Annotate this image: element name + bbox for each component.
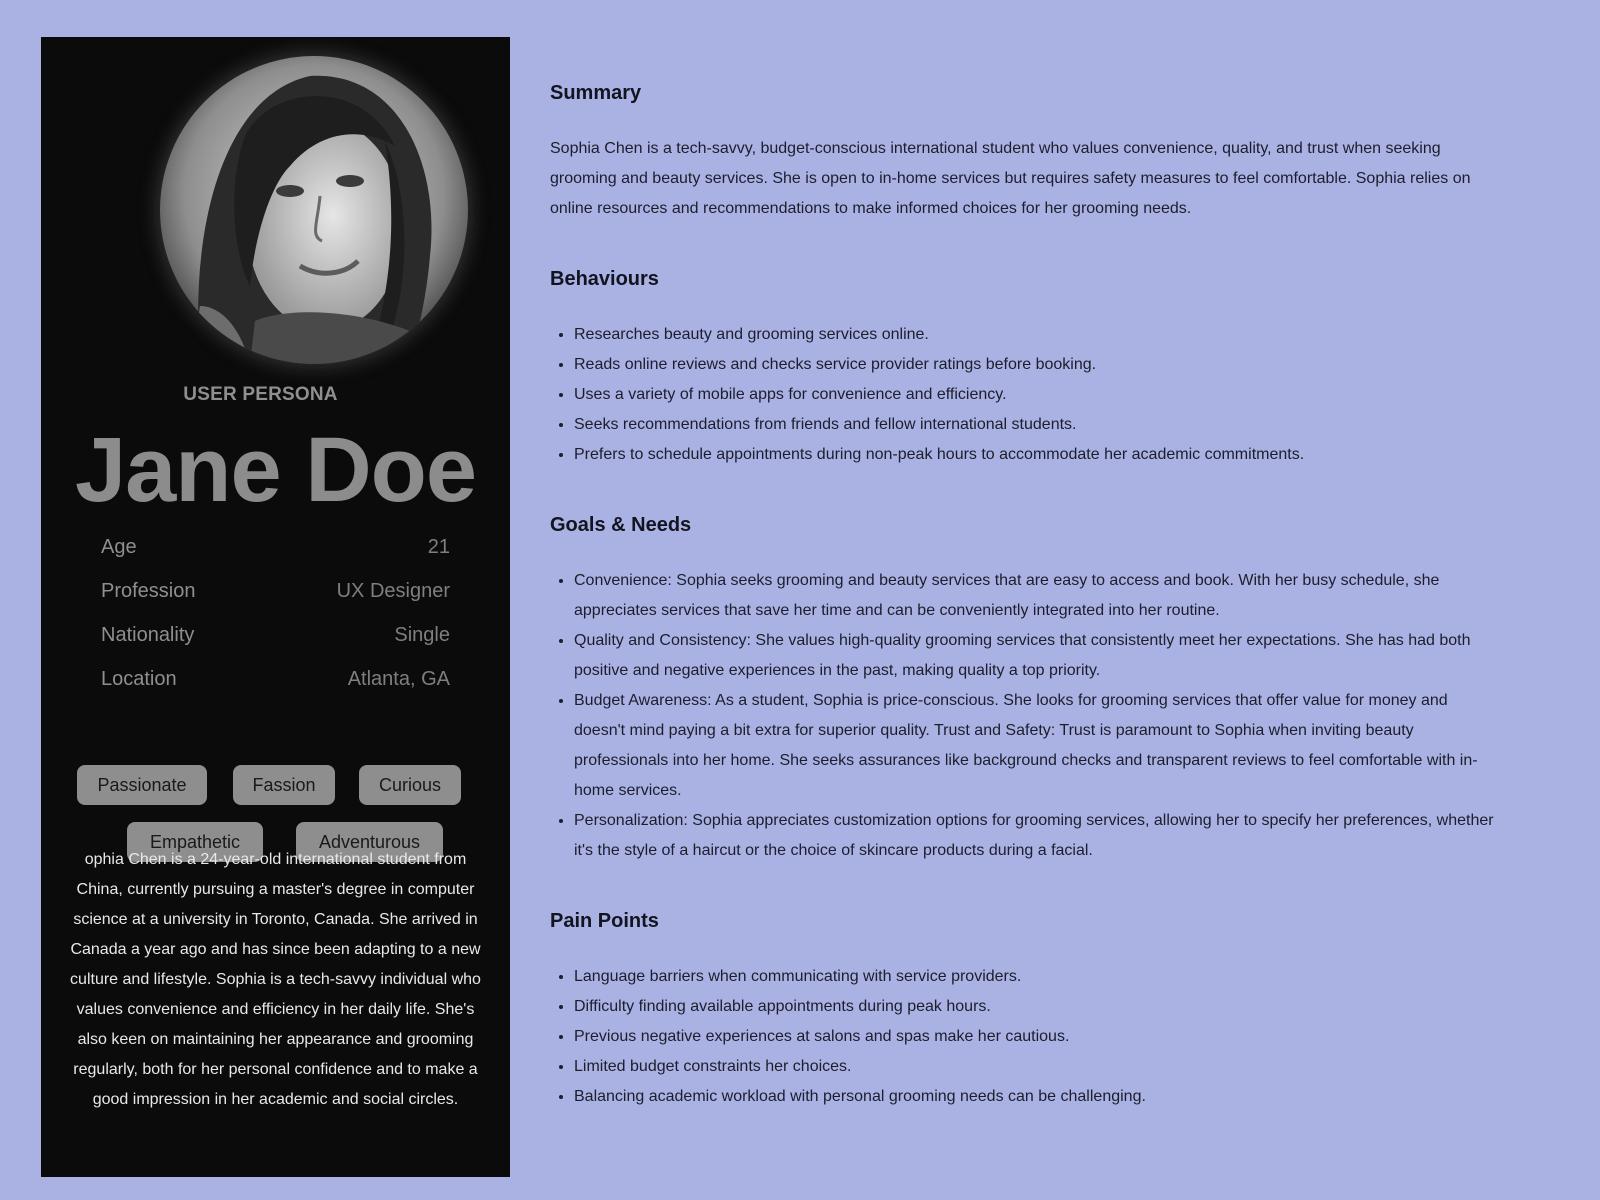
list-item: • Balancing academic workload with personal grooming needs can be challenging. (574, 1082, 1500, 1112)
portrait-photo (160, 56, 468, 364)
fact-row-location (101, 657, 450, 701)
fact-label: Age (101, 535, 137, 558)
list-item: • Convenience: Sophia seeks grooming and beauty services that are easy to access and book. With her busy schedule, she appreciates services that save her time and can be conveniently integrated into her routine. (574, 566, 1500, 626)
pain-points-title: Pain Points (550, 910, 659, 932)
trait-tag: Empathetic (127, 822, 263, 862)
goals-list (550, 566, 1500, 866)
persona-facts (101, 525, 450, 701)
list-item: • Reads online reviews and checks service provider ratings before booking. (574, 350, 1500, 380)
list-item: • Uses a variety of mobile apps for convenience and efficiency. (574, 380, 1500, 410)
trait-tag: Passionate (77, 765, 207, 805)
persona-card (41, 37, 510, 1177)
list-item: • Budget Awareness: As a student, Sophia is price-conscious. She looks for grooming services that offer value for money and doesn't mind paying a bit extra for superior quality. Trust and Safety: Trust is paramount to Sophia when inviting beauty professionals into her home. She seeks assurances like background checks and transparent reviews to feel comfortable with in-home services. (574, 686, 1500, 806)
fact-row-age (101, 525, 450, 569)
behaviours-list (550, 320, 1500, 470)
fact-value: UX Designer (336, 579, 450, 602)
summary-title: Summary (550, 82, 642, 104)
list-item: • Previous negative experiences at salons and spas make her cautious. (574, 1022, 1500, 1052)
avatar (160, 56, 468, 364)
behaviours-title: Behaviours (550, 268, 659, 290)
fact-value: 21 (427, 535, 450, 558)
fact-label: Nationality (101, 623, 195, 646)
list-item: • Researches beauty and grooming services online. (574, 320, 1500, 350)
list-item: • Seeks recommendations from friends and fellow international students. (574, 410, 1500, 440)
persona-label: USER PERSONA (183, 384, 338, 405)
fact-row-profession (101, 569, 450, 613)
persona-details (550, 78, 1500, 1112)
list-item: • Quality and Consistency: She values high-quality grooming services that consistently meet her expectations. She has had both positive and negative experiences in the past, making quality a top priority. (574, 626, 1500, 686)
fact-row-nationality (101, 613, 450, 657)
fact-label: Profession (101, 579, 196, 602)
list-item: • Limited budget constraints her choices. (574, 1052, 1500, 1082)
list-item: • Difficulty finding available appointments during peak hours. (574, 992, 1500, 1022)
trait-tag: Curious (359, 765, 461, 805)
list-item: • Personalization: Sophia appreciates customization options for grooming services, allowing her to specify her preferences, whether it's the style of a haircut or the choice of skincare products during a facial. (574, 806, 1500, 866)
persona-bio: ophia Chen is a 24-year-old international student from China, currently pursuing a master's degree in computer science at a university in Toronto, Canada. She arrived in Canada a year ago and has since been adapting to a new culture and lifestyle. Sophia is a tech-savvy individual who values convenience and efficiency in her daily life. She's also keen on maintaining her appearance and grooming regularly, both for her personal confidence and to make a good impression in her academic and social circles. (70, 851, 481, 1108)
summary-text: Sophia Chen is a tech-savvy, budget-conscious international student who values convenience, quality, and trust when seeking grooming and beauty services. She is open to in-home services but requires safety measures to feel comfortable. Sophia relies on online resources and recommendations to make informed choices for her grooming needs. (550, 140, 1471, 217)
list-item: • Prefers to schedule appointments during non-peak hours to accommodate her academic commitments. (574, 440, 1500, 470)
persona-name: Jane Doe (74, 419, 477, 521)
list-item: • Language barriers when communicating with service providers. (574, 962, 1500, 992)
trait-tag: Adventurous (296, 822, 443, 862)
fact-value: Atlanta, GA (347, 667, 450, 690)
goals-title: Goals & Needs (550, 514, 692, 536)
fact-value: Single (394, 623, 450, 646)
trait-tag: Fassion (233, 765, 335, 805)
fact-label: Location (101, 667, 177, 690)
pain-points-list (550, 962, 1500, 1112)
